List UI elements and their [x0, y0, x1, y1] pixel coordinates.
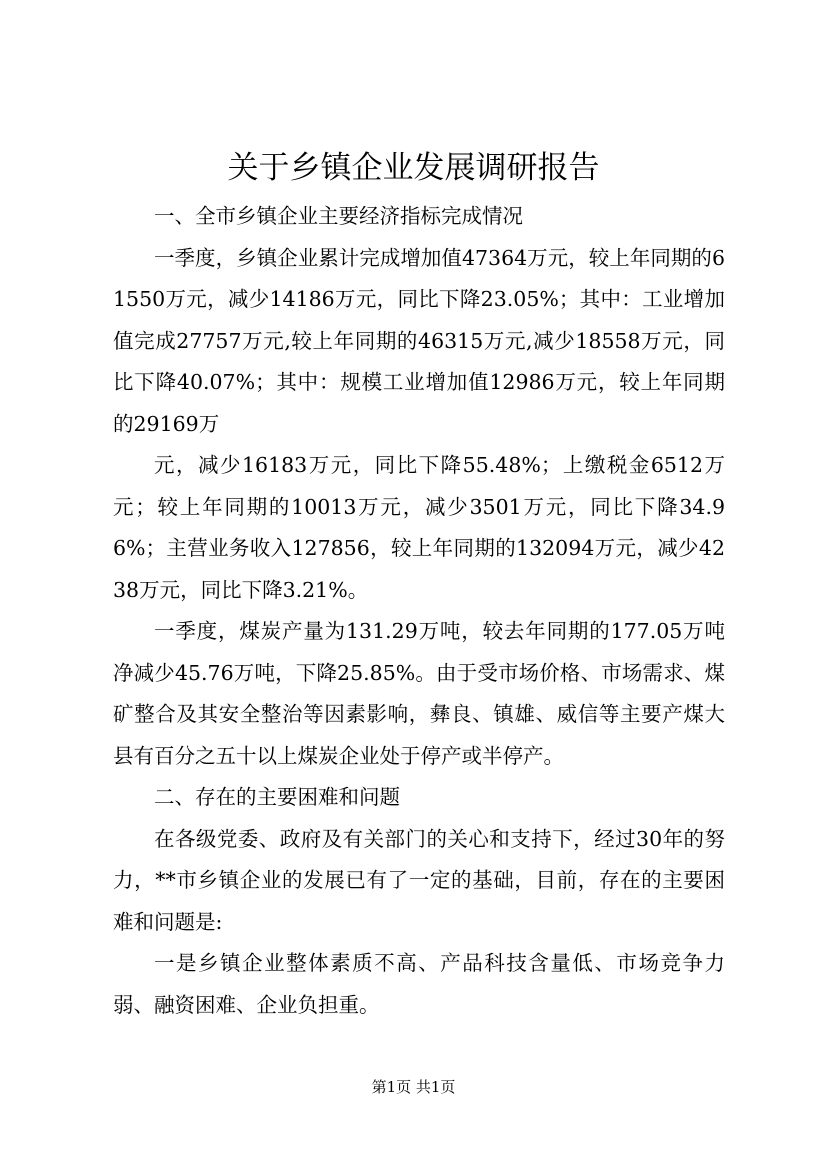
paragraph: 一季度，煤炭产量为131.29万吨，较去年同期的177.05万吨净减少45.76万吨，下降25.85%。由于受市场价格、市场需求、煤矿整合及其安全整治等因素影响，彝良、镇雄、威信等主要产煤大县有百分之五十以上煤炭企业处于停产或半停产。: [113, 619, 725, 768]
paragraph: 一是乡镇企业整体素质不高、产品科技含量低、市场竞争力弱、融资困难、企业负担重。: [113, 951, 725, 1017]
paragraph: 一季度，乡镇企业累计完成增加值47364万元，较上年同期的61550万元，减少14186万元，同比下降23.05%；其中：工业增加值完成27757万元,较上年同期的46315万元,减少18558万元，同比下降40.07%；其中：规模工业增加值12986万元，较上年同期的29169万: [113, 245, 725, 436]
section-heading-2: 二、存在的主要困难和问题: [154, 785, 400, 809]
document-title: 关于乡镇企业发展调研报告: [227, 150, 600, 186]
document-body: [113, 196, 725, 1026]
paragraph: 元，减少16183万元，同比下降55.48%；上缴税金6512万元；较上年同期的10013万元，减少3501万元，同比下降34.96%；主营业务收入127856，较上年同期的132094万元，减少4238万元，同比下降3.21%。: [113, 453, 725, 602]
paragraph: 在各级党委、政府及有关部门的关心和支持下，经过30年的努力，**市乡镇企业的发展已有了一定的基础，目前，存在的主要困难和问题是:: [113, 826, 725, 934]
section-heading-1: 一、全市乡镇企业主要经济指标完成情况: [154, 204, 523, 228]
page-footer: 第1页 共1页: [371, 1078, 456, 1096]
